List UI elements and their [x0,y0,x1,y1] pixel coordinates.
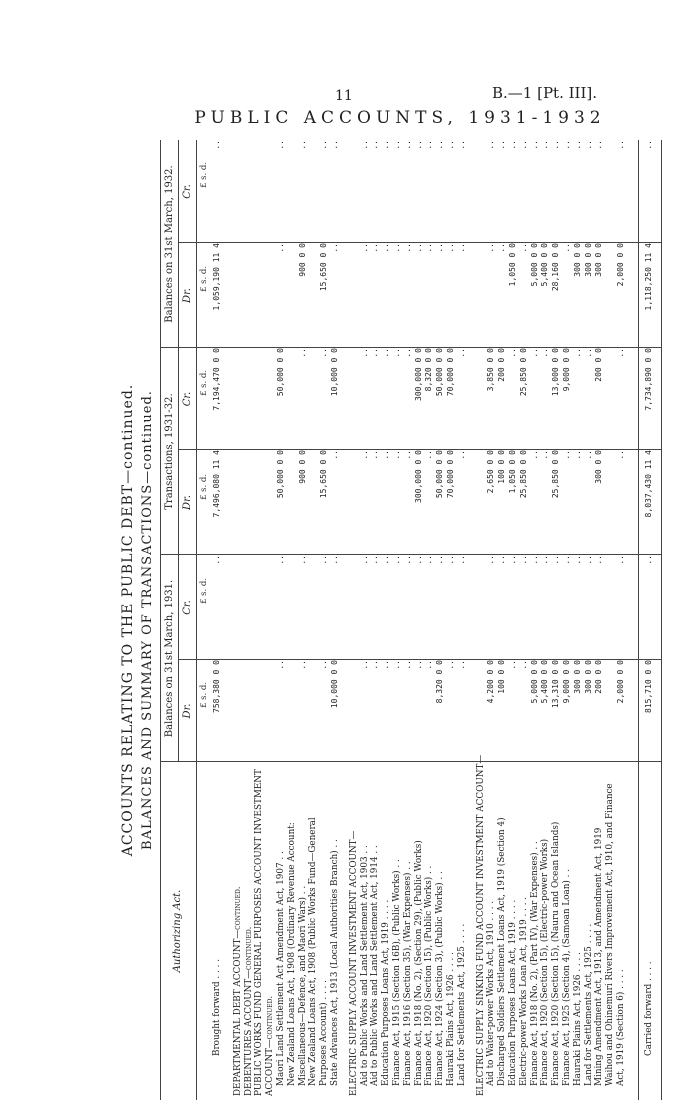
row-label: Maori Land Settlement Act Amendment Act, 1907 . . [276,851,286,1086]
table-row [330,140,340,1096]
amount-cell: 28,160 0 0 [551,243,561,292]
amount-cell: .. [413,243,423,253]
amount-cell: .. [435,555,445,565]
amount-cell: .. [359,660,369,670]
group-header-1931: Balances on 31st March, 1931. [164,579,175,738]
amount-cell: 758,380 0 0 [212,660,221,713]
table-row [497,140,507,1096]
row-label: DEPARTMENTAL DEBT ACCOUNT—continued. [232,886,243,1096]
amount-cell: .. [456,243,466,253]
row-label: ELECTRIC SUPPLY ACCOUNT INVESTMENT ACCOUNT— [348,830,359,1096]
row-label: ELECTRIC SUPPLY SINKING FUND ACCOUNT INVESTMENT ACCOUNT— [475,754,486,1096]
amount-cell: .. [381,243,391,253]
amount-cell: .. [529,140,539,150]
lsd-label-4: £ s. d. [199,369,209,396]
amount-cell: .. [435,140,445,150]
amount-cell: .. [381,450,391,460]
page-banner: PUBLIC ACCOUNTS, 1931-1932 [194,108,606,128]
row-label: New Zealand Loans Act, 1908 (Public Works Fund—General [308,817,319,1086]
amount-cell: .. [508,348,517,358]
amount-cell: .. [370,555,380,565]
amount-cell: .. [319,348,329,358]
amount-cell: 200 0 0 [594,660,604,694]
table-row [530,140,540,1096]
amount-cell: 900 0 0 [297,243,307,277]
table-row [403,140,413,1096]
lsd-label-3: £ s. d. [199,473,209,500]
row-label: Finance Act, 1918 (No. 2), (Section 29), (Public Works) [413,840,424,1086]
amount-cell: .. [413,140,423,150]
amount-cell: .. [424,243,434,253]
amount-cell: 1,118,250 11 4 [644,243,653,311]
amount-cell: .. [297,660,307,670]
amount-cell: 25,850 0 0 [551,450,561,499]
amount-cell: .. [508,555,517,565]
amount-cell: .. [583,140,593,150]
row-label: Finance Act, 1915 (Section 16B), (Public Works) . . [392,859,402,1086]
amount-cell: .. [540,140,550,150]
amount-cell: 50,000 0 0 [276,348,285,397]
amount-cell: .. [319,555,329,565]
amount-cell: .. [572,348,582,358]
row-label: Finance Act, 1924 (Section 3), (Public Works) . . [435,871,446,1086]
amount-cell: .. [518,140,528,150]
row-label: Carried forward . . . . [644,961,654,1056]
row-label: Hauraki Plains Act, 1926 . . . . [446,952,456,1086]
amount-cell: .. [370,660,380,670]
amount-cell: 300 0 0 [594,450,604,484]
amount-cell: 10,000 0 0 [330,660,339,709]
table-top-rule [160,140,161,1100]
amount-cell: 70,000 0 0 [446,450,455,499]
amount-cell: .. [456,660,466,670]
amount-cell: .. [402,243,412,253]
amount-cell: 1,059,190 11 4 [212,243,221,311]
amount-cell: .. [424,660,434,670]
table-row [298,140,308,1096]
row-label: DEBENTURES ACCOUNT—continued. [243,926,254,1096]
table-row [562,140,572,1096]
amount-cell: .. [392,450,401,460]
amount-cell: .. [370,243,380,253]
row-label: Aid to Water-power Works Act, 1910 . . . . [486,900,497,1086]
amount-cell: 200 0 0 [594,348,604,382]
amount-cell: 5,000 0 0 [529,660,539,704]
table-row [381,140,391,1096]
table-row [605,140,615,1096]
amount-cell: .. [381,660,391,670]
table-row [276,140,286,1096]
table-row [584,140,594,1096]
amount-cell: .. [572,450,582,460]
row-label: Brought forward . . . . [212,959,222,1056]
amount-cell: .. [446,243,455,253]
lsd-label-5: £ s. d. [199,265,209,292]
amount-cell: 2,650 0 0 [486,450,496,494]
amount-cell: .. [413,660,423,670]
amount-cell: 5,400 0 0 [540,660,550,704]
amount-cell: .. [276,555,285,565]
amount-cell: .. [392,660,401,670]
amount-cell: .. [276,660,285,670]
amount-cell: .. [370,348,380,358]
amount-cell: 9,000 0 0 [562,660,571,704]
table-row [457,140,467,1096]
row-label: Aid to Public Works and Land Settlement Act, 1903 . . [359,845,370,1086]
amount-cell: .. [456,555,466,565]
table-row [349,140,359,1096]
row-label: Finance Act, 1918 (No. 2), (Part IV), (War Expenses) . . [529,841,540,1086]
amount-cell: .. [297,140,307,150]
page-number: 11 [335,88,353,104]
table-row [551,140,561,1096]
amount-cell: 8,037,430 11 4 [644,450,653,518]
table-row [508,140,518,1096]
table-subtitle: BALANCES AND SUMMARY OF TRANSACTIONS—continued. [140,390,155,850]
amount-cell: 200 0 0 [497,348,507,382]
table-row [424,140,434,1096]
amount-cell: 50,000 0 0 [276,450,285,499]
row-label: New Zealand Loans Act, 1908 (Ordinary Revenue Account: [286,822,297,1086]
amount-cell: .. [562,140,571,150]
amount-cell: .. [381,555,391,565]
table-row [360,140,370,1096]
amount-cell: .. [508,660,517,670]
amount-cell: 100 0 0 [497,450,507,484]
amount-cell: 8,320 0 0 [424,348,434,392]
dr-header-2: Dr. [182,495,193,510]
amount-cell: .. [540,348,550,358]
amount-cell: 15,650 0 0 [319,243,329,292]
row-label: Land for Settlements Act, 1925 . . . . [583,923,594,1086]
amount-cell: .. [497,140,507,150]
row-label: Aid to Public Works and Land Settlement Act, 1914 . . [370,845,381,1086]
row-label: PUBLIC WORKS FUND GENERAL PURPOSES ACCOUNT INVESTMENT [254,769,265,1096]
row-label: Hauraki Plains Act, 1926 . . . . [572,952,583,1086]
cr-header-3: Cr. [182,184,193,199]
amount-cell: .. [297,348,307,358]
row-label: Mining Amendment Act, 1913, and Amendment Act, 1919 [594,827,605,1086]
amount-cell: .. [402,555,412,565]
amount-cell: .. [456,450,466,460]
table-row [644,140,654,1096]
amount-cell: .. [402,348,412,358]
amount-cell: .. [583,555,593,565]
amount-cell: .. [497,243,507,253]
row-label: Education Purposes Loans Act, 1919 . . . . [381,899,392,1086]
amount-cell: .. [644,555,653,565]
carried-forward-rule [638,140,639,1100]
amount-cell: .. [276,140,285,150]
amount-cell: .. [518,555,528,565]
amount-cell: .. [594,555,604,565]
amount-cell: 300,000 0 0 [413,450,423,503]
amount-cell: 9,000 0 0 [562,348,571,392]
amount-cell: .. [486,555,496,565]
amount-cell: 25,850 0 0 [518,450,528,499]
amount-cell: .. [402,660,412,670]
amount-cell: 50,000 0 0 [435,348,445,397]
amount-cell: 8,320 0 0 [435,660,445,704]
amount-cell: .. [330,140,339,150]
amount-cell: 900 0 0 [297,450,307,484]
amount-cell: .. [508,140,517,150]
row-label: State Advances Act, 1913 (Local Authorities Branch) . . [330,839,340,1086]
amount-cell: 5,400 0 0 [540,243,550,287]
cr-header-2: Cr. [182,391,193,407]
amount-cell: .. [392,555,401,565]
table-row [308,140,318,1096]
amount-cell: .. [572,140,582,150]
document-reference: B.—1 [Pt. III]. [492,84,598,102]
amount-cell: .. [456,348,466,358]
header-bottom-rule [196,140,197,1100]
table-row [486,140,496,1096]
amount-cell: .. [616,348,625,358]
table-row [435,140,445,1096]
amount-cell: 100 0 0 [497,660,507,694]
amount-cell: .. [616,140,625,150]
authorizing-act-header: Authorizing Act. [172,889,183,973]
group-header-1932: Balances on 31st March, 1932. [164,165,175,323]
amount-cell: .. [359,450,369,460]
row-label: Finance Act, 1920 (Section 15), (Nauru and Ocean Islands) [551,821,562,1086]
amount-cell: 815,710 0 0 [644,660,653,713]
amount-cell: .. [562,555,571,565]
amount-cell: 10,000 0 0 [330,348,339,397]
amount-cell: .. [551,555,561,565]
amount-cell: .. [540,450,550,460]
amount-cell: .. [551,140,561,150]
amount-cell: 1,050 0 0 [508,450,517,494]
amount-cell: .. [381,140,391,150]
amount-cell: .. [381,348,391,358]
amount-cell: .. [446,660,455,670]
lsd-label-1: £ s. d. [199,681,209,708]
amount-cell: .. [297,555,307,565]
amount-cell: 5,000 0 0 [529,243,539,287]
table-row [594,140,604,1096]
amount-cell: .. [518,660,528,670]
table-row [254,140,264,1096]
amount-cell: .. [370,140,380,150]
row-label: Finance Act, 1920 (Section 15), (Public Works) . . [424,865,435,1086]
amount-cell: .. [529,348,539,358]
amount-cell: .. [402,450,412,460]
amount-cell: .. [594,140,604,150]
amount-cell: .. [424,555,434,565]
amount-cell: .. [330,555,339,565]
amount-cell: .. [413,555,423,565]
lsd-label-6: £ s. d. [199,161,209,188]
amount-cell: 7,496,080 11 4 [212,450,221,518]
table-row [392,140,402,1096]
amount-cell: .. [276,243,285,253]
cr-header-1: Cr. [182,600,193,615]
lsd-label-2: £ s. d. [199,577,209,604]
table-row [265,140,275,1096]
amount-cell: .. [359,555,369,565]
group-header-rule [178,140,179,762]
table-row [212,140,222,1096]
amount-cell: 4,200 0 0 [486,660,496,704]
table-bottom-rule [661,140,662,1100]
amount-cell: .. [529,555,539,565]
amount-cell: 300 0 0 [583,660,593,694]
table-row [370,140,380,1096]
table-row [287,140,297,1096]
row-label: Finance Act, 1920 (Section 15), (Electric-power Works) [540,838,551,1086]
amount-cell: 70,000 0 0 [446,348,455,397]
amount-cell: .. [424,450,434,460]
amount-cell: 25,850 0 0 [518,348,528,397]
amount-cell: .. [616,450,625,460]
amount-cell: .. [330,243,339,253]
amount-cell: .. [446,555,455,565]
table-row [244,140,254,1096]
amount-cell: .. [583,450,593,460]
table-title: ACCOUNTS RELATING TO THE PUBLIC DEBT—continued. [120,383,136,857]
amount-cell: 300 0 0 [572,660,582,694]
amount-cell: .. [359,140,369,150]
amount-cell: .. [424,140,434,150]
amount-cell: 50,000 0 0 [435,450,445,499]
amount-cell: .. [392,243,401,253]
amount-cell: .. [212,140,221,150]
group-header-transactions: Transactions, 1931-32. [164,393,175,510]
amount-cell: 3,850 0 0 [486,348,496,392]
amount-cell: .. [359,243,369,253]
row-label: Finance Act, 1925 (Section 4), (Samoan Loan) . . [562,868,572,1086]
row-label: Discharged Soldiers Settlement Loans Act, 1919 (Section 4) [497,817,508,1086]
amount-cell: .. [562,243,571,253]
amount-cell: .. [402,140,412,150]
row-label: Miscellaneous—Defence, and Maori Wars) . . [297,885,308,1086]
amount-cell: .. [319,660,329,670]
amount-cell: 7,194,470 0 0 [212,348,221,411]
table-row [319,140,329,1096]
amount-cell: 2,000 0 0 [616,660,625,704]
row-label: Electric-power Works Loan Act, 1919 . . . . [518,896,529,1086]
amount-cell: 2,000 0 0 [616,243,625,287]
table-row [414,140,424,1096]
amount-cell: .. [446,140,455,150]
table-row [233,140,243,1096]
amount-cell: .. [392,140,401,150]
row-label: Land for Settlements Act, 1925 . . . . [456,923,467,1086]
amount-cell: 15,650 0 0 [319,450,329,499]
amount-cell: .. [359,348,369,358]
amount-cell: 1,050 0 0 [508,243,517,287]
amount-cell: 7,734,890 0 0 [644,348,653,411]
amount-cell: .. [435,243,445,253]
amount-cell: .. [562,450,571,460]
dr-header-3: Dr. [182,288,193,303]
amount-cell: .. [370,450,380,460]
table-row [519,140,529,1096]
amount-cell: .. [583,348,593,358]
amount-cell: .. [486,243,496,253]
amount-cell: .. [456,140,466,150]
amount-cell: 300 0 0 [572,243,582,277]
amount-cell: .. [486,140,496,150]
amount-cell: 300 0 0 [583,243,593,277]
amount-cell: 13,000 0 0 [551,348,561,397]
row-label: Waihou and Ohinemuri Rivers Improvement Act, 1910, and Finance [605,783,616,1086]
table-row [616,140,626,1096]
amount-cell: .. [644,140,653,150]
amount-cell: .. [540,555,550,565]
row-label: ACCOUNT—continued. [265,995,276,1096]
amount-cell: .. [518,243,528,253]
table-row [573,140,583,1096]
row-label: Act, 1919 (Section 6) . . . . [616,969,626,1086]
table-row [476,140,486,1096]
row-label: Purposes Account) . . . . [319,980,330,1086]
rotated-table-page [120,140,680,1100]
amount-cell: .. [529,450,539,460]
amount-cell: 300,000 0 0 [413,348,423,401]
amount-cell: .. [616,555,625,565]
table-row [540,140,550,1096]
table-row [446,140,456,1096]
row-label: Finance Act, 1916 (Section 35), (War Expenses) . . [402,861,413,1086]
amount-cell: .. [212,555,221,565]
row-label: Education Purposes Loans Act, 1919 . . . . [508,899,518,1086]
amount-cell: .. [330,450,339,460]
amount-cell: 300 0 0 [594,243,604,277]
amount-cell: .. [319,140,329,150]
amount-cell: .. [392,348,401,358]
amount-cell: 13,310 0 0 [551,660,561,709]
dr-header-1: Dr. [182,703,193,719]
amount-cell: .. [497,555,507,565]
amount-cell: .. [572,555,582,565]
